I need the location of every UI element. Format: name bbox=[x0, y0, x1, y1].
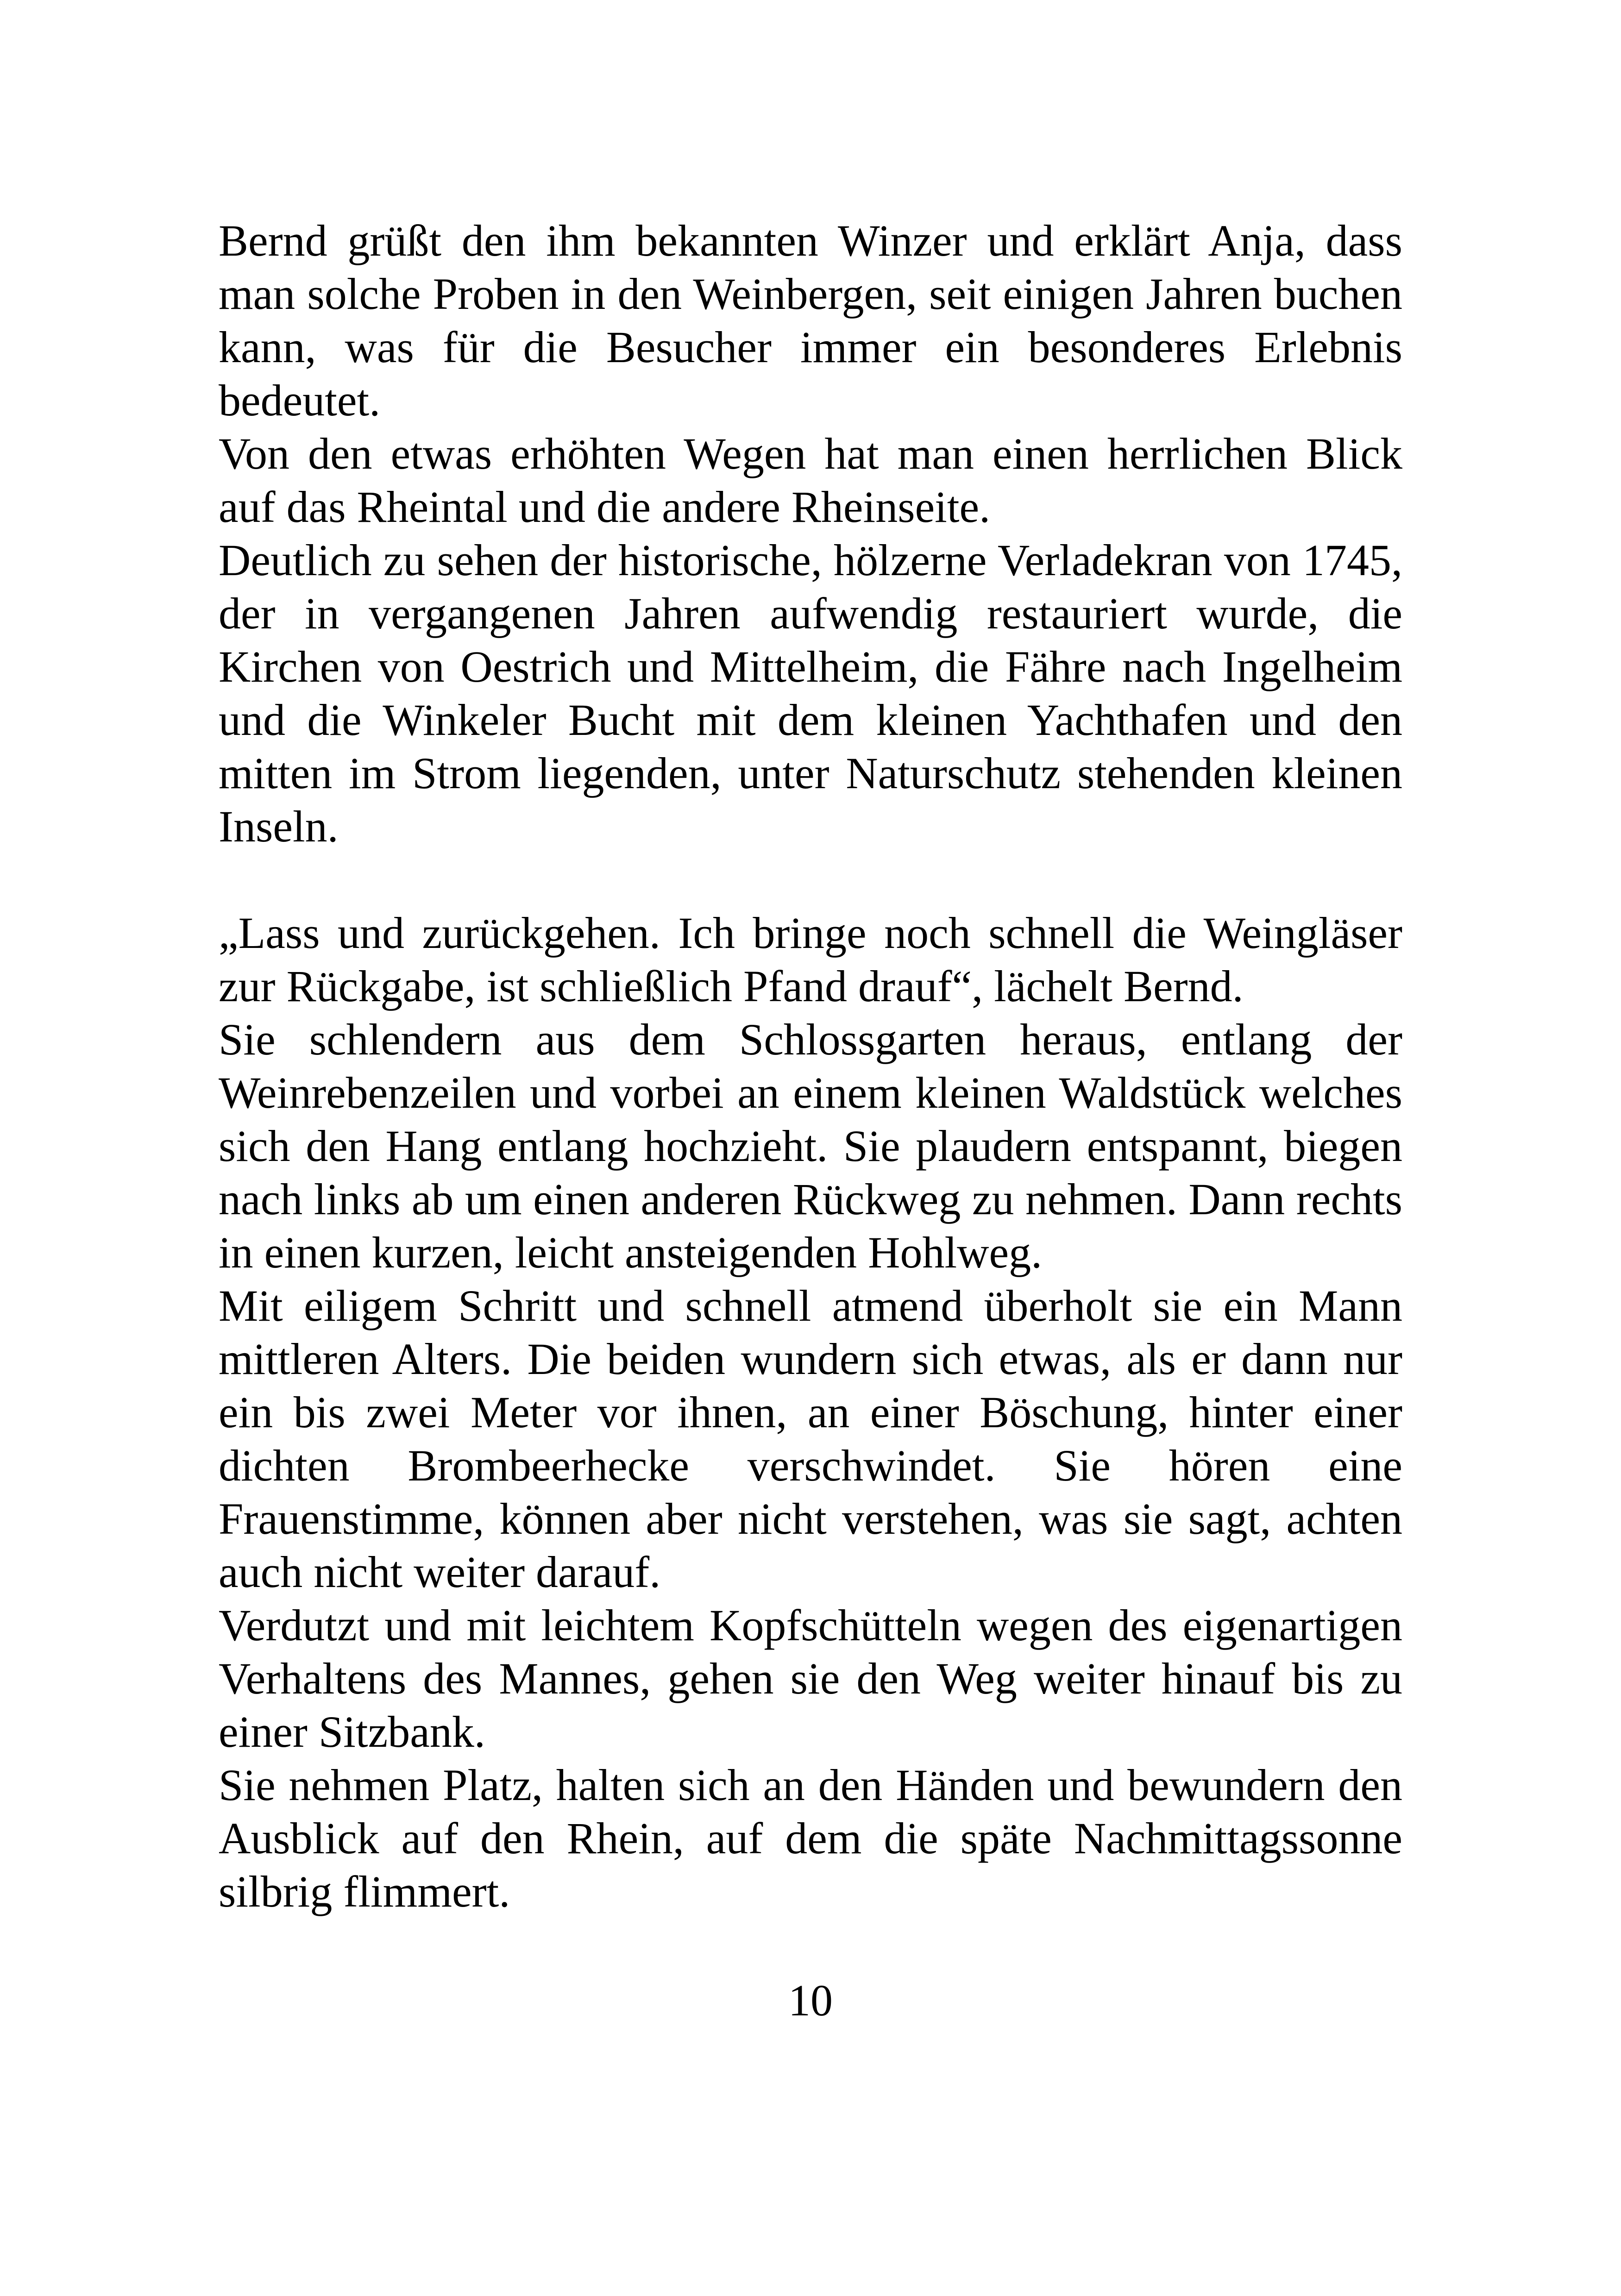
paragraph: Sie schlendern aus dem Schlossgarten heraus, entlang der Weinrebenzeilen und vorbei an einem kleinen Waldstück welches sich den Hang entlang hochzieht. Sie plaudern entspannt, biegen nach links ab um einen anderen Rückweg zu nehmen. Dann rechts in einen kurzen, leicht ansteigenden Hohlweg. bbox=[219, 1015, 1402, 1277]
paragraph: Verdutzt und mit leichtem Kopfschütteln wegen des eigenartigen Verhaltens des Mannes, gehen sie den Weg weiter hinauf bis zu einer Sitzbank. bbox=[219, 1600, 1402, 1757]
body-text bbox=[219, 214, 1402, 1918]
paragraph: Bernd grüßt den ihm bekannten Winzer und erklärt Anja, dass man solche Proben in den Weinbergen, seit einigen Jahren buchen kann, was für die Besucher immer ein besonderes Erlebnis bedeutet. bbox=[219, 216, 1402, 425]
paragraph: „Lass und zurückgehen. Ich bringe noch schnell die Weingläser zur Rückgabe, ist schließlich Pfand drauf“, lächelt Bernd. bbox=[219, 908, 1402, 1011]
paragraph: Mit eiligem Schritt und schnell atmend überholt sie ein Mann mittleren Alters. Die beiden wundern sich etwas, als er dann nur ein bis zwei Meter vor ihnen, an einer Böschung, hinter einer dichten Brombeerhecke verschwindet. Sie hören eine Frauenstimme, können aber nicht verstehen, was sie sagt, achten auch nicht weiter darauf. bbox=[219, 1281, 1402, 1597]
page-number: 10 bbox=[788, 1976, 833, 2025]
paragraph: Sie nehmen Platz, halten sich an den Händen und bewundern den Ausblick auf den Rhein, auf dem die späte Nachmittagssonne silbrig flimmert. bbox=[219, 1760, 1402, 1916]
paragraph: Von den etwas erhöhten Wegen hat man einen herrlichen Blick auf das Rheintal und die andere Rheinseite. bbox=[219, 429, 1402, 532]
paragraph: Deutlich zu sehen der historische, hölzerne Verladekran von 1745, der in vergangenen Jahren aufwendig restauriert wurde, die Kirchen von Oestrich und Mittelheim, die Fähre nach Ingelheim und die Winkeler Bucht mit dem kleinen Yachthafen und den mitten im Strom liegenden, unter Naturschutz stehenden kleinen Inseln. bbox=[219, 535, 1402, 851]
